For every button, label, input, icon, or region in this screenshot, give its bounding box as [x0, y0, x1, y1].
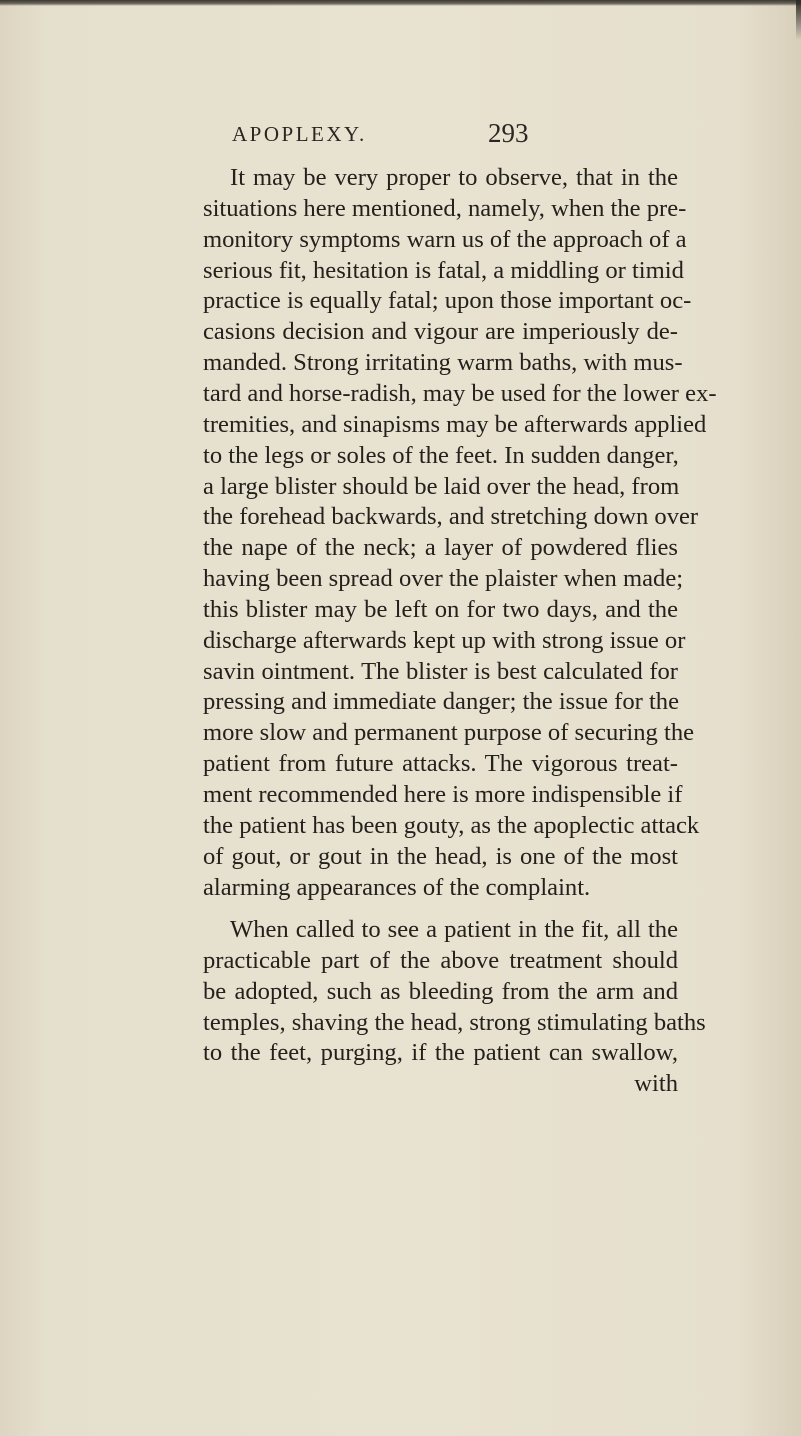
text-line: savin ointment. The blister is best calculated for	[203, 657, 678, 685]
text-line: discharge afterwards kept up with strong issue or	[203, 626, 686, 654]
text-line: ment recommended here is more indispensible if	[203, 781, 683, 808]
text-line: more slow and permanent purpose of securing the	[203, 719, 695, 747]
text-line: tremities, and sinapisms may be afterwards applied	[203, 410, 707, 438]
running-head	[0, 118, 801, 152]
text-line: pressing and immediate danger; the issue for the	[203, 688, 680, 716]
text-line: practice is equally fatal; upon those important oc-	[203, 287, 692, 315]
text-line: monitory symptoms warn us of the approach of a	[203, 225, 687, 253]
text-line: to the feet, purging, if the patient can swallow,	[203, 1039, 678, 1067]
running-title: APOPLEXY.	[232, 122, 367, 146]
text-line: When called to see a patient in the fit, all the	[230, 916, 678, 943]
text-line: the forehead backwards, and stretching down over	[203, 503, 699, 531]
text-line: temples, shaving the head, strong stimulating baths	[203, 1008, 706, 1036]
page-number: 293	[488, 118, 529, 148]
text-line: serious fit, hesitation is fatal, a middling or timid	[203, 256, 684, 284]
text-line: patient from future attacks. The vigorous treat-	[203, 750, 678, 778]
text-line: to the legs or soles of the feet. In sudden danger,	[203, 441, 679, 469]
text-line: having been spread over the plaister when made;	[203, 565, 684, 593]
text-line: this blister may be left on for two days, and the	[203, 595, 678, 623]
page-corner-shadow	[796, 0, 801, 40]
text-line: of gout, or gout in the head, is one of the most	[203, 842, 678, 870]
page-top-edge-shadow	[0, 0, 801, 6]
text-line: alarming appearances of the complaint.	[203, 873, 591, 901]
catchword: with	[634, 1070, 678, 1098]
text-line: a large blister should be laid over the head, from	[203, 472, 680, 500]
text-line: the patient has been gouty, as the apoplectic attack	[203, 811, 700, 839]
text-line: be adopted, such as bleeding from the arm and	[203, 977, 678, 1005]
text-line: casions decision and vigour are imperiously de-	[203, 318, 678, 346]
text-line: tard and horse-radish, may be used for the lower ex-	[203, 379, 717, 407]
text-line: It may be very proper to observe, that in the	[230, 164, 678, 191]
text-line: situations here mentioned, namely, when the pre-	[203, 194, 687, 222]
text-line: the nape of the neck; a layer of powdered flies	[203, 534, 678, 562]
text-line: practicable part of the above treatment should	[203, 946, 678, 974]
text-line: manded. Strong irritating warm baths, with mus-	[203, 349, 683, 377]
